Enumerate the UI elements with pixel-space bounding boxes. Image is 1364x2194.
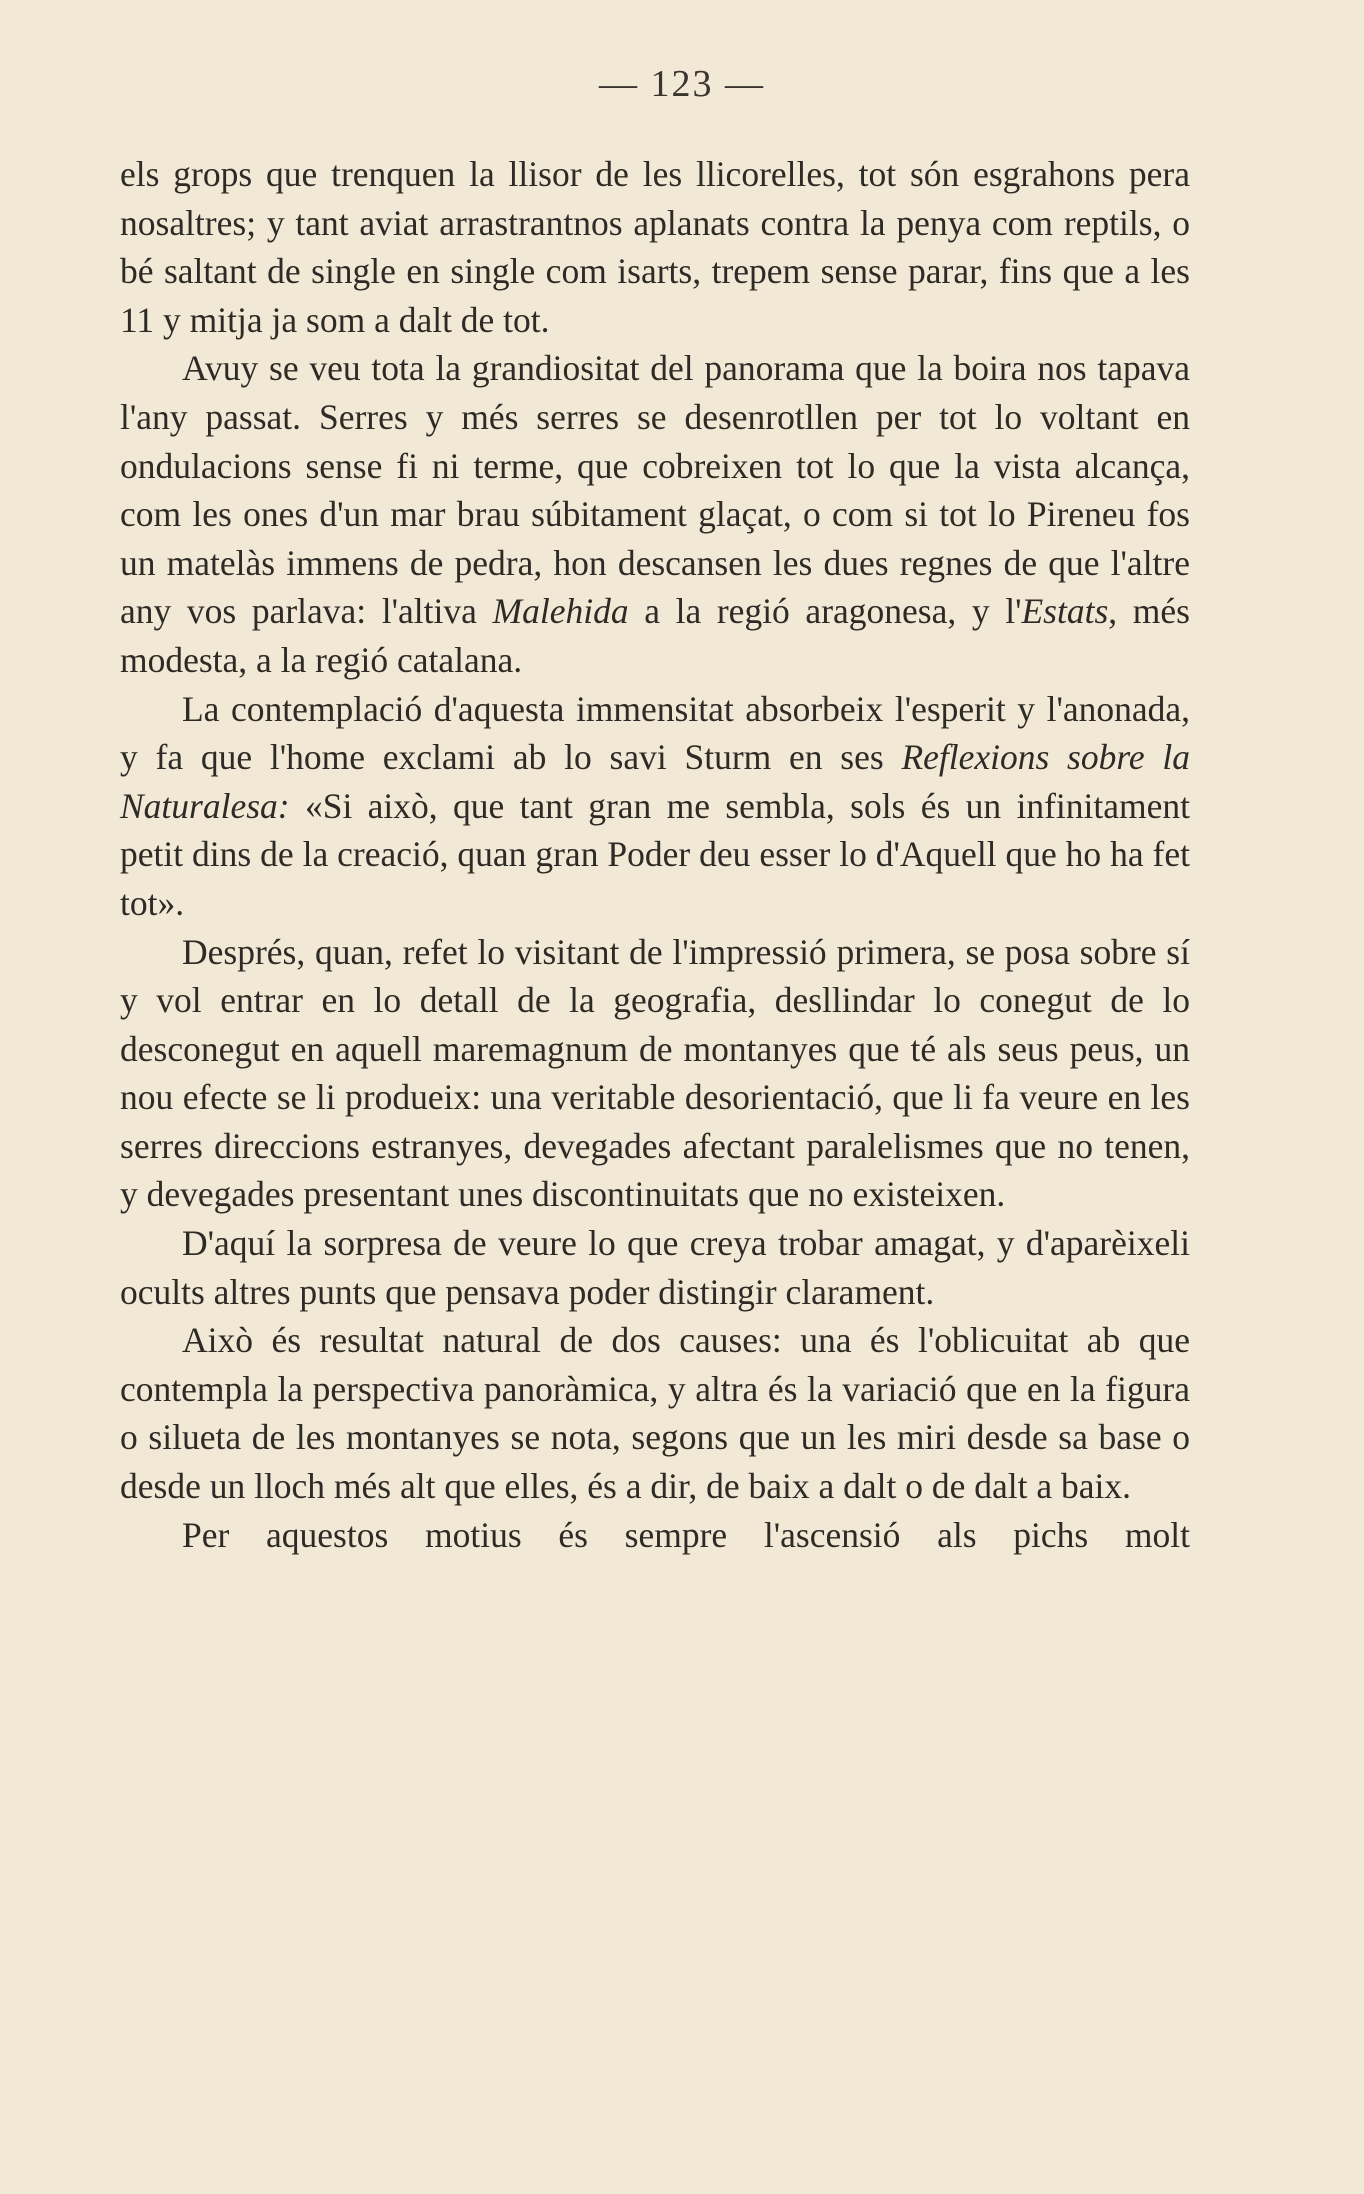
text-segment: Això és resultat natural de dos causes: una és l'oblicuitat ab que contempla la perspectiva panoràmica, y altra és la variació que en la figura o silueta de les montanyes se nota, segons que un les miri desde sa base o desde un lloch més alt que elles, és a dir, de baix a dalt o de dalt a baix. [120, 1320, 1190, 1507]
text-segment: Per aquestos motius és sempre l'ascensió als pichs molt [182, 1514, 1190, 1555]
paragraph-4 [120, 928, 1190, 1220]
text-segment: a la regió aragonesa, y l' [628, 591, 1022, 632]
paragraph-7 [120, 1511, 1190, 1560]
body-text [120, 150, 1190, 1559]
paragraph-2 [120, 344, 1190, 684]
paragraph-5 [120, 1219, 1190, 1316]
paragraph-1 [120, 150, 1190, 344]
italic-segment-estats: Estats [1021, 591, 1109, 632]
text-segment: La contemplació d'aquesta immensitat absorbeix l'esperit y l'anonada, y fa que l'home exclami ab lo savi Sturm en ses [120, 688, 1190, 778]
paragraph-3 [120, 685, 1190, 928]
text-segment: D'aquí la sorpresa de veure lo que creya trobar amagat, y d'aparèixeli ocults altres punts que pensava poder distingir clarament. [120, 1223, 1190, 1312]
page-number: — 123 — [599, 63, 765, 105]
italic-segment-malehida: Malehida [492, 591, 629, 632]
italic-segment-book-title: Reflexions sobre la Naturalesa: [120, 737, 1191, 826]
text-segment: Després, quan, refet lo visitant de l'impressió primera, se posa sobre sí y vol entrar en lo detall de la geografia, desllindar lo conegut de lo desconegut en aquell maremagnum de montanyes que té als seus peus, un nou efecte se li produeix: una veritable desorientació, que li fa veure en les serres direccions estranyes, devegades afectant paralelismes que no tenen, y devegades presentant unes discontinuitats que no existeixen. [120, 931, 1190, 1215]
text-segment: , més modesta, a la regió catalana. [120, 591, 1190, 680]
text-segment: «Si això, que tant gran me sembla, sols és un infinitament petit dins de la creació, quan gran Poder deu esser lo d'Aquell que ho ha fet tot». [120, 785, 1190, 923]
text-segment: els grops que trenquen la llisor de les llicorelles, tot són esgrahons pera nosaltres; y tant aviat arrastrantnos aplanats contra la penya com reptils, o bé saltant de single en single com isarts, trepem sense parar, fins que a les 11 y mitja ja som a dalt de tot. [120, 154, 1190, 340]
text-segment: Avuy se veu tota la grandiositat del panorama que la boira nos tapava l'any passat. Serres y més serres se desenrotllen per tot lo voltant en ondulacions sense fi ni terme, que cobreixen tot lo que la vista alcança, com les ones d'un mar brau súbitament glaçat, o com si tot lo Pireneu fos un matelàs immens de pedra, hon descansen les dues regnes de que l'altre any vos parlava: l'altiva [120, 348, 1190, 632]
paragraph-6 [120, 1316, 1190, 1510]
